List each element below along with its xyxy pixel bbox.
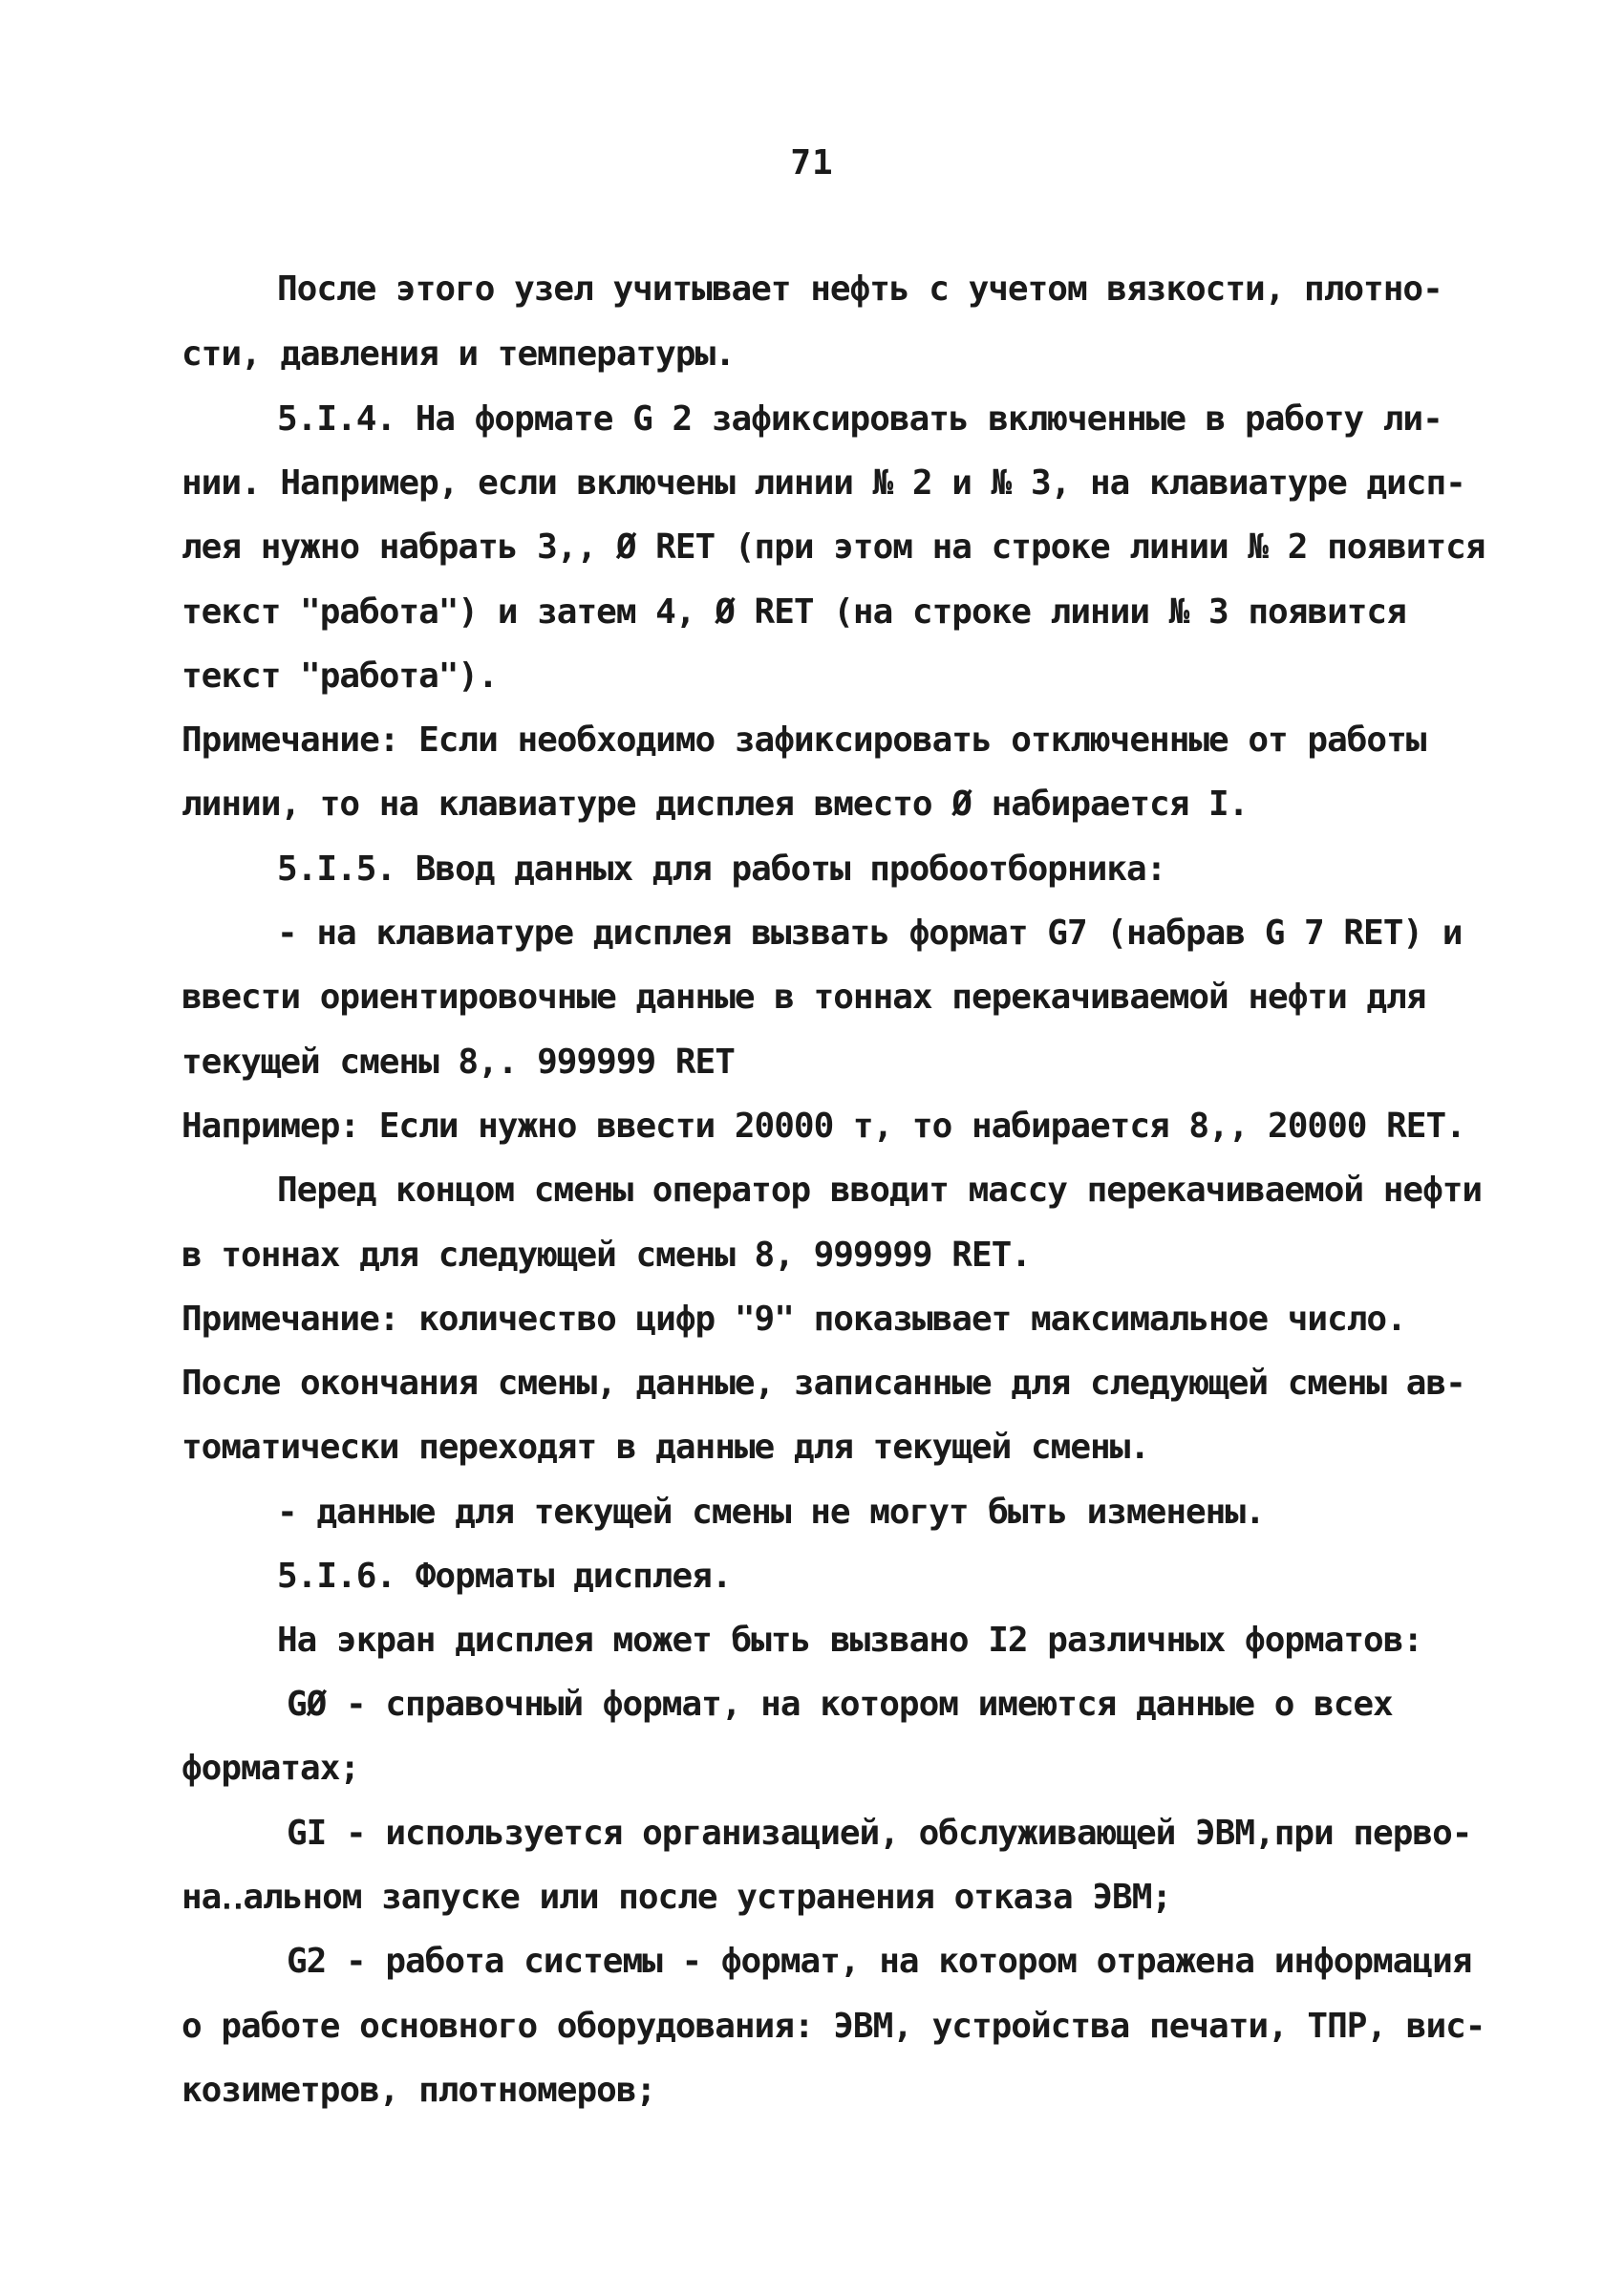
- text-line: 5.I.6. Форматы дисплея.: [277, 1557, 732, 1596]
- text-line: Перед концом смены оператор вводит массу перекачиваемой нефти: [277, 1171, 1483, 1210]
- text-line: на‥альном запуске или после устранения отказа ЭВМ;: [182, 1878, 1172, 1917]
- text-line: - на клавиатуре дисплея вызвать формат G7 (набрав G 7 RET) и: [277, 914, 1463, 953]
- text-line: Примечание: Если необходимо зафиксировать отключенные от работы: [182, 720, 1426, 760]
- text-line: текст "работа").: [182, 656, 498, 696]
- text-line: - данные для текущей смены не могут быть изменены.: [277, 1493, 1265, 1532]
- text-line: форматах;: [182, 1749, 360, 1788]
- text-line: После этого узел учитывает нефть с учетом вязкости, плотно-: [277, 269, 1442, 309]
- text-line: На экран дисплея может быть вызвано I2 различных форматов:: [277, 1621, 1423, 1660]
- text-line: G2 - работа системы - формат, на котором отражена информация: [287, 1942, 1472, 1981]
- text-line: 5.I.4. На формате G 2 зафиксировать включенные в работу ли-: [277, 399, 1442, 439]
- text-line: томатически переходят в данные для текущей смены.: [182, 1428, 1150, 1467]
- page-number: 71: [790, 143, 834, 183]
- text-line: GI - используется организацией, обслуживающей ЭВМ,при перво-: [287, 1814, 1472, 1853]
- text-line: После окончания смены, данные, записанные для следующей смены ав-: [182, 1364, 1465, 1403]
- text-line: Примечание: количество цифр "9" показывает максимальное число.: [182, 1300, 1406, 1339]
- text-line: текст "работа") и затем 4, Ø RET (на строке линии № 3 появится: [182, 592, 1406, 632]
- text-line: нии. Например, если включены линии № 2 и № 3, на клавиатуре дисп-: [182, 463, 1465, 503]
- text-line: линии, то на клавиатуре дисплея вместо Ø набирается I.: [182, 785, 1249, 824]
- text-line: ввести ориентировочные данные в тоннах перекачиваемой нефти для: [182, 978, 1426, 1017]
- text-line: сти, давления и температуры.: [182, 334, 735, 374]
- text-line: козиметров, плотномеров;: [182, 2071, 656, 2110]
- text-line: лея нужно набрать 3,, Ø RET (при этом на строке линии № 2 появится: [182, 527, 1485, 567]
- text-line: 5.I.5. Ввод данных для работы пробоотборника:: [277, 849, 1166, 889]
- text-line: текущей смены 8,. 999999 RET: [182, 1043, 735, 1082]
- text-line: о работе основного оборудования: ЭВМ, устройства печати, ТПР, вис-: [182, 2007, 1485, 2046]
- text-line: Например: Если нужно ввести 20000 т, то набирается 8,, 20000 RET.: [182, 1107, 1465, 1146]
- text-line: GØ - справочный формат, на котором имеются данные о всех: [287, 1685, 1393, 1724]
- text-line: в тоннах для следующей смены 8, 999999 RET.: [182, 1236, 1031, 1275]
